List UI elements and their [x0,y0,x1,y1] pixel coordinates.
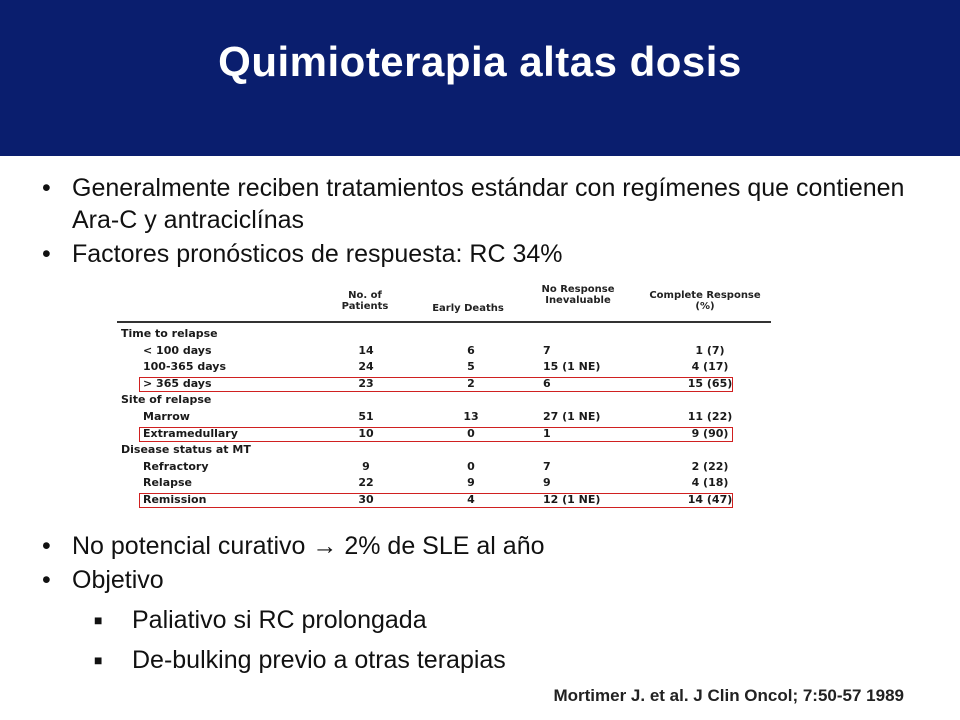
cell-early-deaths: 5 [467,360,475,374]
bullet-text [72,530,922,562]
cell-no-response: 12 (1 NE) [543,493,601,506]
table-top-rule [117,321,771,323]
row-label: Site of relapse [121,393,212,407]
cell-no-response: 1 [543,426,551,440]
bullet-item [42,530,922,562]
cell-complete-response: 2 (22) [691,459,729,473]
row-label: Marrow [143,410,190,423]
cell-no-response: 7 [543,343,551,357]
sub-bullet-item [94,604,922,636]
cell-early-deaths: 13 [463,410,479,423]
cell-patients: 10 [358,426,374,440]
cell-no-response: 9 [543,476,551,490]
bottom-bullet-list [42,530,922,676]
cell-complete-response: 14 (47) [687,493,733,506]
row-label: Extramedullary [143,426,238,440]
bullet-text: Generalmente reciben tratamientos estándar con regímenes que contienen Ara-C y antraciclínas [72,174,905,234]
cell-complete-response: 1 (7) [695,343,725,357]
cell-patients: 23 [358,376,374,390]
cell-patients: 9 [362,459,370,473]
cell-early-deaths: 2 [467,376,475,390]
bullet-text: Objetivo [72,566,164,594]
table-row [113,409,773,425]
sub-bullet-text: Paliativo si RC prolongada [132,606,427,634]
cell-early-deaths: 0 [467,459,475,473]
cell-early-deaths: 4 [467,493,475,506]
top-bullet-list [42,172,922,272]
cell-patients: 51 [358,410,374,423]
row-label: < 100 days [143,343,212,357]
cell-complete-response: 15 (65) [687,376,733,390]
bullet-text-after: 2% de SLE al año [337,532,545,560]
cell-no-response: 6 [543,376,551,390]
cell-no-response: 27 (1 NE) [543,410,601,423]
table-row [113,376,773,392]
row-label: Time to relapse [121,327,218,340]
row-label: 100-365 days [143,360,226,374]
citation: Mortimer J. et al. J Clin Oncol; 7:50-57 1989 [553,686,904,705]
cell-complete-response: 9 (90) [691,426,729,440]
header-patients: No. of Patients [341,290,389,312]
header-no-response: No Response Inevaluable [541,284,615,306]
row-label: Relapse [143,476,193,490]
response-table [113,284,773,514]
cell-no-response: 7 [543,459,551,473]
table-row [113,426,773,442]
table-row [113,475,773,491]
slide-title: Quimioterapia altas dosis [218,38,742,85]
cell-early-deaths: 9 [467,476,475,490]
cell-early-deaths: 0 [467,426,475,440]
bullet-dot-icon: • [42,532,51,560]
table-section-row [113,326,773,342]
header-complete-response: Complete Response (%) [649,290,761,312]
row-label: Refractory [143,459,209,473]
header-early-deaths: Early Deaths [432,303,504,314]
row-label: Disease status at MT [121,443,251,457]
bullet-text: Factores pronósticos de respuesta: RC 34% [72,240,563,268]
cell-patients: 14 [358,343,374,357]
bullet-dot-icon: • [42,566,51,594]
bullet-item [42,564,922,596]
cell-patients: 30 [358,493,374,506]
row-label: > 365 days [143,376,212,390]
table-row [113,459,773,475]
bullet-text-before: No potencial curativo [72,532,313,560]
table-row [113,343,773,359]
right-arrow-icon: → [312,532,338,560]
cell-complete-response: 4 (18) [691,476,729,490]
cell-patients: 22 [358,476,374,490]
sub-bullet-item [94,644,922,676]
bullet-item [42,172,922,236]
table-section-row [113,442,773,458]
cell-complete-response: 11 (22) [687,410,733,423]
square-bullet-icon: ■ [94,652,103,668]
row-label: Remission [143,493,207,506]
cell-patients: 24 [358,360,374,374]
table-row [113,359,773,375]
table-section-row [113,392,773,408]
bullet-dot-icon: • [42,174,51,202]
table-row [113,492,773,508]
bullet-item [42,238,922,270]
cell-early-deaths: 6 [467,343,475,357]
sub-bullet-text: De-bulking previo a otras terapias [132,646,506,674]
square-bullet-icon: ■ [94,612,103,628]
bullet-dot-icon: • [42,240,51,268]
cell-no-response: 15 (1 NE) [543,360,601,374]
cell-complete-response: 4 (17) [691,360,729,374]
